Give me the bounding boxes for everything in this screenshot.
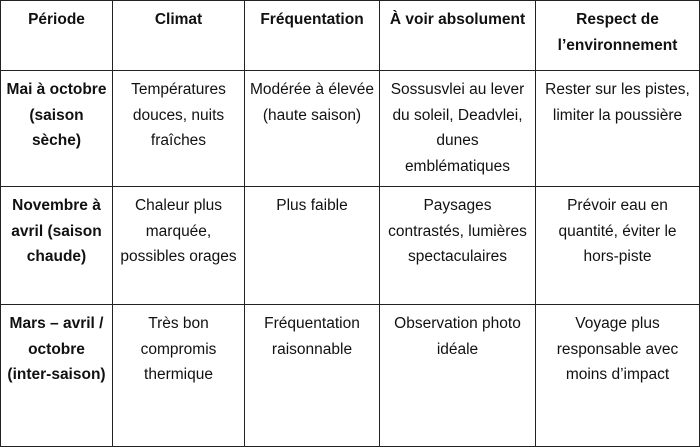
cell-periode: Novembre à avril (saison chaude) <box>1 187 113 305</box>
cell-periode: Mars – avril / octobre (inter-saison) <box>1 305 113 447</box>
cell-frequentation: Plus faible <box>245 187 380 305</box>
header-respect-environnement: Respect de l’environnement <box>536 1 700 71</box>
table-row <box>1 187 700 305</box>
table-header-row <box>1 1 700 71</box>
cell-respect: Rester sur les pistes, limiter la poussière <box>536 71 700 187</box>
cell-respect: Prévoir eau en quantité, éviter le hors-piste <box>536 187 700 305</box>
table-row <box>1 305 700 447</box>
table-row <box>1 71 700 187</box>
header-climat: Climat <box>113 1 245 71</box>
cell-frequentation: Modérée à élevée (haute saison) <box>245 71 380 187</box>
header-periode: Période <box>1 1 113 71</box>
cell-a-voir: Sossusvlei au lever du soleil, Deadvlei, dunes emblématiques <box>380 71 536 187</box>
cell-a-voir: Observation photo idéale <box>380 305 536 447</box>
cell-climat: Températures douces, nuits fraîches <box>113 71 245 187</box>
cell-periode: Mai à octobre (saison sèche) <box>1 71 113 187</box>
cell-a-voir: Paysages contrastés, lumières spectaculaires <box>380 187 536 305</box>
header-a-voir: À voir absolument <box>380 1 536 71</box>
cell-climat: Très bon compromis thermique <box>113 305 245 447</box>
cell-frequentation: Fréquentation raisonnable <box>245 305 380 447</box>
header-frequentation: Fréquentation <box>245 1 380 71</box>
cell-climat: Chaleur plus marquée, possibles orages <box>113 187 245 305</box>
cell-respect: Voyage plus responsable avec moins d’impact <box>536 305 700 447</box>
